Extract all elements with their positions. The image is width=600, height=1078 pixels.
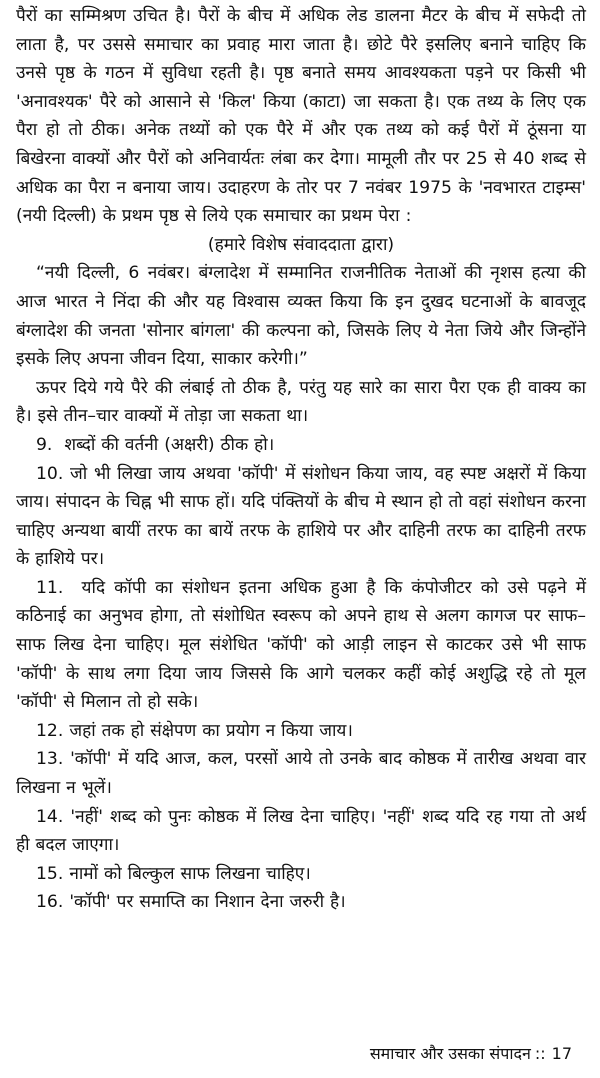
item-number: 11. bbox=[36, 577, 64, 598]
page-number: 17 bbox=[551, 1044, 572, 1063]
item-number: 16. bbox=[36, 892, 64, 913]
list-item-13 bbox=[16, 745, 586, 802]
item-number: 14. bbox=[36, 806, 64, 827]
item-number: 9. bbox=[36, 434, 53, 455]
item-number: 15. bbox=[36, 863, 64, 884]
body-paragraph-1: पैरों का सम्मिश्रण उचित है। पैरों के बीच में अधिक लेड डालना मैटर के बीच में सफेदी तो लाता है, पर उससे समाचार का प्रवाह मारा जाता है। छोटे पैरे इसलिए बनाने चाहिए कि उनसे पृष्ठ के गठन में सुविधा रहती है। पृष्ठ बनाते समय आवश्यकता पड़ने पर किसी भी 'अनावश्यक' पैरे को आसाने से 'किल' किया (काटा) जा सकता है। एक तथ्य के लिए एक पैरा हो तो ठीक। अनेक तथ्यों को एक पैरे में और एक तथ्य को कई पैरों में ठूंसना या बिखेरना वाक्यों और पैरों को अनिवार्यतः लंबा कर देगा। मामूली तौर पर 25 से 40 शब्द से अधिक का पैरा न बनाया जाय। उदाहरण के तोर पर 7 नवंबर 1975 के 'नवभारत टाइम्स' (नयी दिल्ली) के प्रथम पृष्ठ से लिये एक समाचार का प्रथम पेरा : bbox=[16, 6, 586, 227]
item-text: शब्दों की वर्तनी (अक्षरी) ठीक हो। bbox=[64, 434, 275, 455]
item-text: 'कॉपी' पर समाप्ति का निशान देना जरुरी है। bbox=[69, 892, 346, 913]
item-text: यदि कॉपी का संशोधन इतना अधिक हुआ है कि कंपोजीटर को उसे पढ़ने में कठिनाई का अनुभव होगा, तो संशोधित स्वरूप को अपने हाथ से अलग कागज पर साफ–साफ लिख देना चाहिए। मूल संशेधित 'कॉपी' को आड़ी लाइन से काटकर उसे भी साफ 'कॉपी' के साथ लगा दिया जाय जिससे कि आगे चलकर कहीं कोई अशुद्धि रहे तो मूल 'कॉपी' से मिलान तो हो सके। bbox=[16, 577, 586, 713]
list-item-16 bbox=[16, 888, 586, 917]
quoted-news-paragraph: “नयी दिल्ली, 6 नवंबर। बंग्लादेश में सम्मानित राजनीतिक नेताओं की नृशस हत्या की आज भारत ने निंदा की और यह विश्वास व्यक्त किया कि इन दुखद घटनाओं के बावजूद बंग्लादेश की जनता 'सोनार बांगला' की कल्पना को, जिसके लिए ये नेता जिये और जिन्होंने इसके लिए अपना जीवन दिया, साकार करेगी।” bbox=[16, 263, 586, 370]
list-item-11 bbox=[16, 574, 586, 717]
byline: (हमारे विशेष संवाददाता द्वारा) bbox=[207, 234, 395, 255]
list-item-12 bbox=[16, 717, 586, 746]
footer-separator: :: bbox=[534, 1044, 546, 1063]
item-text: 'कॉपी' में यदि आज, कल, परसों आये तो उनके बाद कोष्ठक में तारीख अथवा वार लिखना न भूलें। bbox=[16, 749, 586, 799]
list-item-9 bbox=[16, 431, 586, 460]
running-title: समाचार और उसका संपादन bbox=[369, 1044, 531, 1063]
item-text: जो भी लिखा जाय अथवा 'कॉपी' में संशोधन किया जाय, वह स्पष्ट अक्षरों में किया जाय। संपादन के चिह्न भी साफ हों। यदि पंक्तियों के बीच मे स्थान हो तो वहां संशोधन करना चाहिए अन्यथा बायीं तरफ का बायें तरफ के हाशिये पर और दाहिनी तरफ का दाहिनी तरफ के हाशिये पर। bbox=[16, 463, 587, 570]
list-item-10 bbox=[16, 460, 586, 574]
item-number: 13. bbox=[36, 749, 64, 770]
list-item-14 bbox=[16, 803, 586, 860]
page-footer bbox=[370, 1044, 572, 1064]
item-number: 12. bbox=[36, 720, 64, 741]
document-page bbox=[16, 2, 586, 1078]
list-item-15 bbox=[16, 860, 586, 889]
item-text: जहां तक हो संक्षेपण का प्रयोग न किया जाय। bbox=[69, 720, 353, 741]
body-paragraph-2: ऊपर दिये गये पैरे की लंबाई तो ठीक है, परंतु यह सारे का सारा पैरा एक ही वाक्य का है। इसे तीन–चार वाक्यों में तोड़ा जा सकता था। bbox=[16, 377, 586, 427]
item-number: 10. bbox=[36, 463, 64, 484]
item-text: 'नहीं' शब्द को पुनः कोष्ठक में लिख देना चाहिए। 'नहीं' शब्द यदि रह गया तो अर्थ ही बदल जाएगा। bbox=[16, 806, 586, 856]
item-text: नामों को बिल्कुल साफ लिखना चाहिए। bbox=[69, 863, 311, 884]
